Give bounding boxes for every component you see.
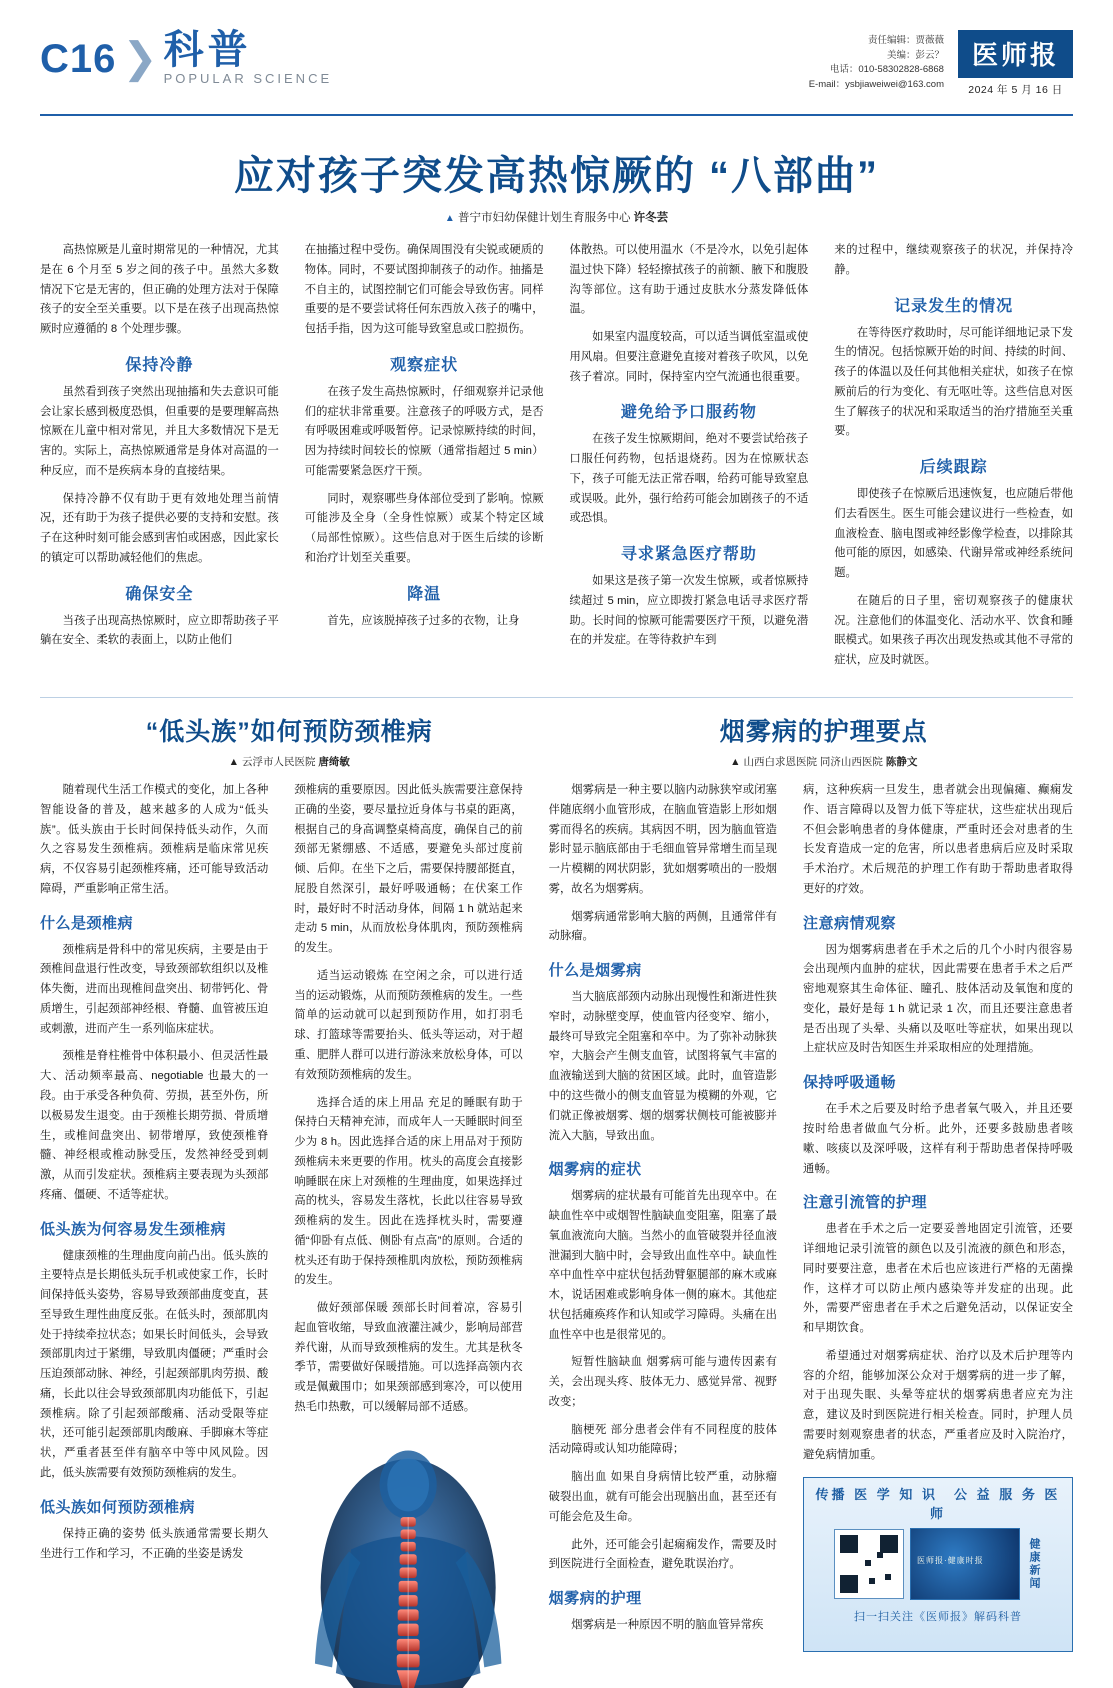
heading-what-is-moyamoya: 什么是烟雾病 [548,962,642,980]
article-left-col-2 [294,781,522,1688]
article-right-byline-org: 山西白求恩医院 同济山西医院 [743,756,883,769]
page-number: C16 [40,37,117,81]
paragraph: 颈椎病的重要原因。因此低头族需要注意保持正确的坐姿，要尽量拉近身体与书桌的距离，根据自己的身高调整桌椅高度，确保自己的前颈部无紧绷感、不适感，要避免头部过度前倾、后仰。在坐下之后，需要保持腰部挺直，屁股自然深引，最好呼吸通畅；在伏案工作时，最好时不时活动身体，间隔 1 h 就站起来走动 5 min，从而放松身体肌肉，预防颈椎病的发生。 [294,784,523,955]
article-right-title: 烟雾病的护理要点 [719,718,928,747]
lower-columns [40,781,1073,1688]
paragraph: 烟雾病是一种原因不明的脑血管异常疾 [571,1619,764,1632]
paragraph: 即使孩子在惊厥后迅速恢复，也应随后带他们去看医生。医生可能会建议进行一些检查，如血液检查、脑电图或神经影像学检查，以排除其他可能的原因，如感染、代谢异常或神经系统问题。 [834,488,1073,580]
section-heading-no-oral-medicine: 避免给予口服药物 [620,404,757,422]
section-heading-seek-emergency-help: 寻求紧急医疗帮助 [620,546,757,564]
paragraph: 虽然看到孩子突然出现抽搐和失去意识可能会让家长感到极度恐惧，但重要的是要理解高热惊厥在儿童中相对常见，并且大多数情况下是无害的。实际上，高热惊厥通常是身体对高温的一种反应，而不是疾病本身的直接结果。 [40,385,279,477]
ad-media-row [810,1528,1066,1600]
article-left-title: “低头族”如何预防颈椎病 [145,718,433,747]
section-heading-observe-symptoms: 观察症状 [390,356,459,374]
paragraph: 如果室内温度较高，可以适当调低室温或使用风扇。但要注意避免直接对着孩子吹风，以免孩子着凉。同时，保持室内空气流通也很重要。 [569,331,809,383]
paragraph: 在孩子发生惊厥期间，绝对不要尝试给孩子口服任何药物，包括退烧药。因为在惊厥状态下，孩子可能无法正常吞咽，给药可能导致窒息或误吸。此外，强行给药可能会加剧孩子的不适或恐惧。 [569,433,809,525]
triangle-icon: ▲ [730,756,741,769]
heading-observe-condition: 注意病情观察 [802,914,896,932]
paragraph: 在孩子发生高热惊厥时，仔细观察并记录他们的症状非常重要。注意孩子的呼吸方式，是否有呼吸困难或呼吸暂停。记录惊厥持续的时间，因为持续时间较长的惊厥（通常指超过 5 min）可能需要紧急医疗干预。 [304,385,544,477]
ad-artwork [910,1528,1020,1600]
paragraph: 颈椎病是骨科中的常见疾病，主要是由于颈椎间盘退行性改变，导致颈部软组织以及椎体失衡，进而出现椎间盘突出、韧带钙化、骨质增生，引起颈部神经根、脊髓、血管被压迫或刺激，进而产生一系列临床症状。 [40,943,269,1035]
paragraph: 希望通过对烟雾病症状、治疗以及术后护理等内容的介绍，能够加深公众对于烟雾病的进一步了解，对于出现失眠、头晕等症状的烟雾病患者应充为注意，建议及时到医院进行相关检查。同时，护理人员需要时刻观察患者的状态，严重者应及时入院治疗，避免病情加重。 [802,1349,1073,1461]
article-right-byline-author: 陈静文 [885,756,918,769]
section-heading-record-events: 记录发生的情况 [894,297,1014,315]
feature-col-3 [570,241,809,679]
heading-drainage-tube-care: 注意引流管的护理 [802,1194,927,1212]
email-line: E-mail：ysbjiaweiwei@163.com [808,79,944,91]
feature-byline [40,209,1073,225]
paragraph: 选择合适的床上用品 充足的睡眠有助于保持白天精神充沛，而成年人一天睡眠时间至少为 8 h。因此选择合适的床上用品对于预防颈椎病未来更要的作用。枕头的高度会直接影响睡眠在床上对颈椎的生理曲度，如果选择过高的枕头，容易发生落枕，长此以往容易导致颈椎病的发生。因此在选择枕头时，需要遵循“仰卧有点低、侧卧有点高”的原则。合适的枕头还有助于保持颈椎肌肉放松，预防颈椎病的发生。 [294,1096,523,1287]
feature-col-4 [834,241,1073,679]
paragraph: 如果这是孩子第一次发生惊厥，或者惊厥持续超过 5 min，应立即拨打紧急电话寻求医疗帮助。长时间的惊厥可能需要医疗干预，以避免潜在的并发症。在等待救护车到 [569,575,809,647]
article-right-header [575,712,1074,781]
section-heading-keep-calm: 保持冷静 [125,356,194,374]
ad-bottom-slogan: 扫一扫关注《医师报》解码科普 [853,1611,1022,1624]
masthead-contact [809,30,944,93]
paragraph: 短暂性脑缺血 烟雾病可能与遗传因素有关，会出现头疼、肢体无力、感觉异常、视野改变； [548,1356,777,1408]
paragraph: 来的过程中，继续观察孩子的状况，并保持冷静。 [834,244,1073,276]
section-name-en: POPULAR SCIENCE [163,71,333,86]
lower-section [40,697,1073,1688]
paragraph: 体散热。可以使用温水（不是冷水，以免引起体温过快下降）轻轻擦拭孩子的前额、腋下和腹股沟等部位。这有助于通过皮肤水分蒸发降低体温。 [569,244,809,316]
paragraph: 颈椎是脊柱椎骨中体积最小、但灵活性最大、活动频率最高、negotiable 也最大的一段。由于承受各种负荷、劳损，甚至外伤，所以极易发生退变。由于颈椎长期劳损、骨质增生，或椎间盘突出、韧带增厚，致使颈椎脊髓、神经根或椎动脉受压，发然神经受到刺激，从而引发症状。颈椎病主要表现为头颈部疼痛、僵硬、不适等症状。 [40,1050,269,1201]
paragraph: 脑梗死 部分患者会伴有不同程度的肢体活动障碍或认知功能障碍； [548,1423,777,1456]
heading-how-to-prevent: 低头族如何预防颈椎病 [40,1498,196,1516]
article-right-col-1 [549,781,777,1688]
article-left-col-1 [40,781,268,1688]
paragraph: 在手术之后要及时给予患者氧气吸入，并且还要按时给患者做血气分析。此外，还要多鼓励患者咳嗽、咳痰以及深呼吸，这样有利于帮助患者保持呼吸通畅。 [802,1103,1073,1175]
qr-code-icon[interactable] [834,1529,904,1599]
lower-titles [40,712,1073,781]
ad-side-text: 健康新闻 [1027,1538,1040,1591]
heading-moyamoya-symptoms: 烟雾病的症状 [548,1161,642,1179]
brand-title: 医师报 [958,30,1073,78]
paragraph: 同时，观察哪些身体部位受到了影响。惊厥可能涉及全身（全身性惊厥）或某个特定区域（局部性惊厥）。这些信息对于医生后续的诊断和治疗计划至关重要。 [304,492,544,564]
heading-keep-airway-clear: 保持呼吸通畅 [802,1074,896,1092]
phone-line: 电话：010-58302828-6868 [829,64,944,76]
paragraph: 烟雾病通常影响大脑的两侧，且通常伴有动脉瘤。 [548,910,777,943]
paragraph: 在等待医疗救助时，尽可能详细地记录下发生的情况。包括惊厥开始的时间、持续的时间、孩子的体温以及任何其他相关症状，如孩子在惊厥前后的行为变化、有无呕吐等。这些信息对医生了解孩子的状况和采取适当的治疗措施至关重要。 [834,326,1073,438]
ad-artwork-text: 医师报·健康时报 [916,1556,984,1566]
paragraph: 病，这种疾病一旦发生，患者就会出现偏瘫、癫痫发作、语言障碍以及智力低下等症状，这些症状出现后不但会影响患者的身体健康，严重时还会对患者的生长发育造成一定的危害，所以患者患病后应及时采取手术治疗。术后规范的护理工作有助于帮助患者取得更好的疗效。 [802,784,1073,895]
paragraph: 烟雾病的症状最有可能首先出现卒中。在缺血性卒中或烟智性脑缺血变阻塞，阻塞了最氧血液流向大脑。当然小的血管破裂并径血液泄漏到大脑中时，会导致出血性卒中。缺血性卒中血性卒中症状包括劲臂躯腿部的麻木或麻木，说话困难或影响身体一侧的麻木。其他症状包括瘫痪疼作和认知或学习障碍。头痛在出血性卒中也是很常见的。 [548,1190,777,1341]
editor-line-1: 责任编辑：贾薇薇 [867,35,944,46]
section-name-cn: 科普 [163,28,252,72]
triangle-icon: ▲ [444,213,455,224]
human-spine-figure-icon [294,1428,522,1688]
paragraph: 当大脑底部颈内动脉出现慢性和渐进性狭窄时，动脉壁变厚，使血管内径变窄、缩小，最终可导致完全阻塞和卒中。为了弥补动脉狭窄，大脑会产生侧支血管，试图将氧气丰富的血液输送到大脑的贫困区域。此时，血管造影中的这些微小的侧支血管显为模糊的外观，它们就正像被烟雾、烟的烟雾状侧枝可能被膨并流入大脑，导致出血。 [548,991,777,1142]
advertisement-box[interactable] [803,1477,1073,1652]
section-heading-follow-up: 后续跟踪 [919,459,988,477]
paragraph: 首先，应该脱掉孩子过多的衣物，让身 [327,614,520,627]
section-name [164,30,333,85]
paragraph: 高热惊厥是儿童时期常见的一种情况，尤其是在 6 个月至 5 岁之间的孩子中。虽然大多数情况下它是无害的，但正确的处理方法对于保障孩子的安全至关重要。以下是在孩子出现高热惊厥时应遵循的 8 个处理步骤。 [40,244,279,336]
feature-columns [40,241,1073,679]
article-left-byline-org: 云浮市人民医院 [241,756,316,769]
article-left-byline [40,754,539,769]
spine-illustration [294,1428,522,1688]
section-heading-ensure-safety: 确保安全 [125,585,194,603]
feature-byline-org: 普宁市妇幼保健计划生育服务中心 [457,212,631,224]
slash-divider-icon: ❯ [122,34,158,81]
section-heading-cool-down: 降温 [407,585,442,603]
feature-col-1 [40,241,279,679]
brand-block [958,30,1073,97]
masthead-right [809,30,1073,97]
feature-byline-author: 许冬芸 [633,212,669,224]
paragraph: 此外，还可能会引起痫痫发作，需要及时到医院进行全面检查，避免耽误治疗。 [548,1538,777,1571]
paragraph: 随着现代生活工作模式的变化，加上各种智能设备的普及，越来越多的人成为“低头族”。低头族由于长时间保持低头动作，久而久之容易发生颈椎病。颈椎病是临床常见疾病，不仅容易引起颈椎疼痛，还可能导致活动障碍，严重影响正常生活。 [40,784,269,895]
article-right-col-2 [803,781,1073,1688]
masthead-rule [40,114,1073,116]
paragraph: 烟雾病是一种主要以脑内动脉狭窄或闭塞伴随底纲小血管形成，在脑血管造影上形如烟雾而得名的疾病。其病因不明，因为脑血管造影时显示脑底部由于毛细血管异常增生而呈现一片模糊的网状阴影，犹如烟雾喷出的一股烟雾，故名为烟雾病。 [548,784,777,895]
article-right-byline [575,754,1074,769]
feature-headline: 应对孩子突发高热惊厥的 “八部曲” [233,154,880,198]
paragraph: 健康颈椎的生理曲度向前凸出。低头族的主要特点是长期低头玩手机或使家工作，长时间保持低头姿势，容易导致颈部曲度变直，甚至导致生理性曲度反张。在低头时，颈部肌肉处于持续牵拉状态；如果长时间低头，会导致颈部肌肉过于紧绷，导致肌肉僵硬；严重时会压迫颈部动脉、神经，引起颈部肌肉劳损、酸痛，长此以往会导致颈部肌肉功能低下，引起颈椎病。除了引起颈部酸痛、活动受限等症状，还可能引起颈部肌肉酸麻、手脚麻木等症状，严重者甚至伴有脑卒中等中风风险。因此，低头族需要有效预防颈椎病的发生。 [40,1249,269,1479]
paragraph: 保持正确的姿势 低头族通常需要长期久坐进行工作和学习，不正确的坐姿是诱发 [40,1527,269,1560]
heading-moyamoya-nursing: 烟雾病的护理 [548,1590,642,1608]
paragraph: 在抽搐过程中受伤。确保周围没有尖锐或硬质的物体。同时，不要试图抑制孩子的动作。抽搐是不自主的，试图控制它们可能会导致伤害。同样重要的是不要尝试将任何东西放入孩子的嘴中，包括手指，因为这可能导致窒息或口腔损伤。 [304,244,544,336]
paragraph: 患者在手术之后一定要妥善地固定引流管，还要详细地记录引流管的颜色以及引流液的颜色和形态，同时要要注意，患者在术后也应该进行严格的无菌操作，这样才可以防止颅内感染等并发症的出现。此外，需要严密患者在手术之后避免活动，以保证安全和早期饮食。 [802,1223,1073,1335]
article-left-byline-author: 唐绮敏 [318,756,350,769]
ad-top-slogan: 传播 医 学 知 识 公 益 服 务 医 师 [815,1487,1061,1522]
masthead-left [40,30,332,85]
heading-what-is-cervical-spondylosis: 什么是颈椎病 [40,914,134,932]
heading-why-phone-users-get-it: 低头族为何容易发生颈椎病 [40,1220,227,1238]
paragraph: 做好颈部保暖 颈部长时间着凉，容易引起血管收缩，导致血液灌注减少，影响局部营养代谢，从而导致颈椎病的发生。尤其是秋冬季节，需要做好保暖措施。可以选择高领内衣或是佩戴围巾；如果颈部感到寒冷，可以使用热毛巾热敷，可以缓解局部不适感。 [294,1302,523,1413]
paragraph: 当孩子出现高热惊厥时，应立即帮助孩子平躺在安全、柔软的表面上，以防止他们 [40,614,279,647]
triangle-icon: ▲ [228,756,240,769]
paragraph: 适当运动锻炼 在空闲之余，可以进行适当的运动锻炼，从而预防颈椎病的发生。一些简单的运动就可以起到预防作用，如打羽毛球、打篮球等需要抬头、低头等运动，对于超重、肥胖人群可以进行游泳来放松身体，可以有效预防颈椎病的发生。 [294,969,523,1081]
masthead [40,30,1073,108]
paragraph: 保持冷静不仅有助于更有效地处理当前情况，还有助于为孩子提供必要的支持和安慰。孩子在这种时刻可能会感到害怕或困惑，因此家长的镇定可以帮助减轻他们的焦虑。 [40,492,279,564]
editor-line-2: 美编：彭云？ [886,49,944,61]
issue-date: 2024 年 5 月 16 日 [968,84,1063,96]
paragraph: 在随后的日子里，密切观察孩子的健康状况。注意他们的体温变化、活动水平、饮食和睡眠模式。如果孩子再次出现发热或其他不寻常的症状，应及时就医。 [834,594,1073,667]
paragraph: 因为烟雾病患者在手术之后的几个小时内很容易会出现颅内血肿的症状，因此需要在患者手术之后严密地观察其生命体征、瞳孔、肢体活动及氧饱和度的变化，最好是每 1 h 就记录 1 次，而且还要注意患者是否出现了头晕、头痛以及呕吐等症状，如果出现以上症状应及时告知医生并采取相应的处理措施。 [802,943,1073,1055]
article-left-header [40,712,539,781]
feature-col-2 [305,241,544,679]
paragraph: 脑出血 如果自身病情比较严重，动脉瘤破裂出血，就有可能会出现脑出血，甚至还有可能会危及生命。 [548,1471,777,1523]
